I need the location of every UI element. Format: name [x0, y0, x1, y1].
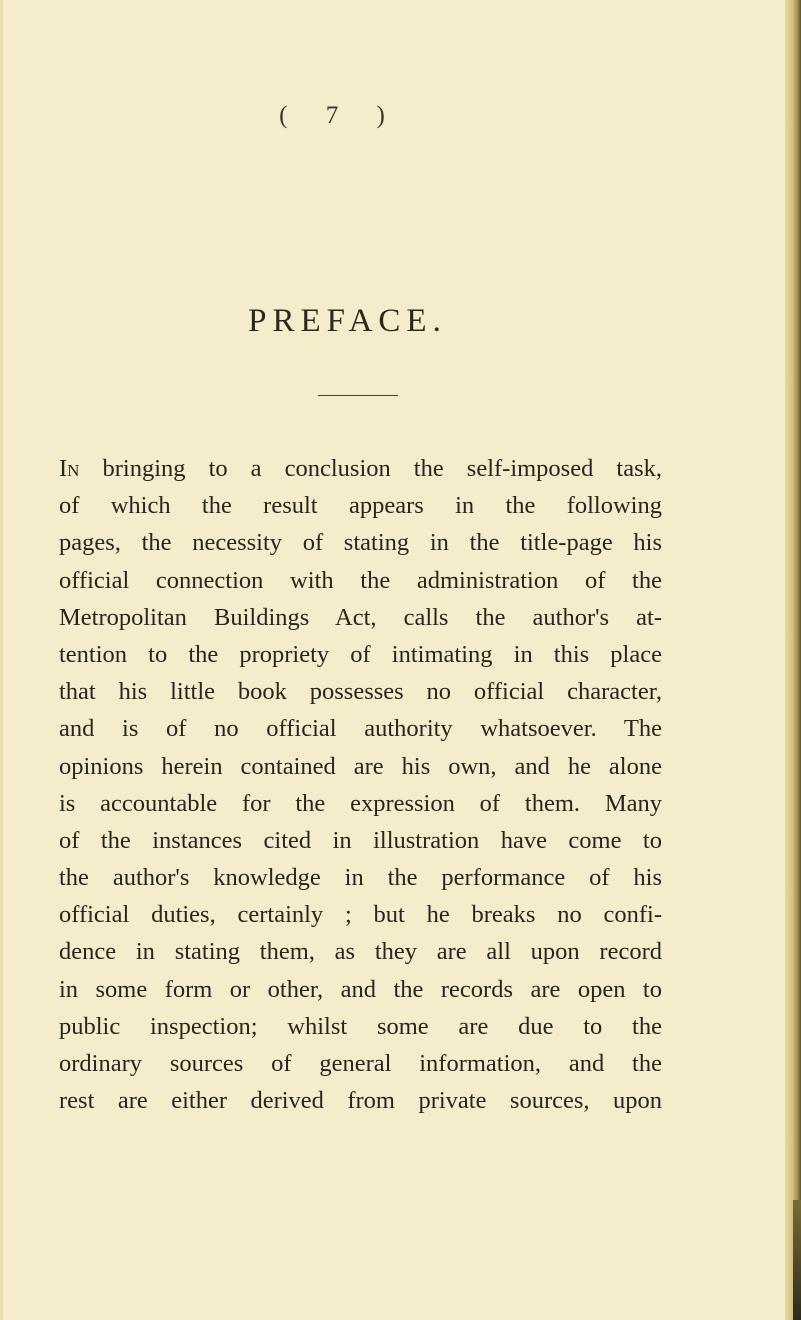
text-line-8: and is of no official authority whatsoever. The [59, 715, 662, 743]
page-title: PREFACE. [248, 303, 447, 339]
binding-edge [785, 0, 801, 1320]
text-line-10: is accountable for the expression of them. Many [59, 789, 662, 817]
text-line-7: that his little book possesses no official character, [59, 678, 662, 706]
title-rule [318, 395, 398, 396]
text-line-13: official duties, certainly ; but he breaks no confi- [59, 901, 662, 929]
text-line-1 [59, 450, 662, 487]
text-line-3: pages, the necessity of stating in the title-page his [59, 529, 662, 557]
lead-word: In [59, 455, 80, 482]
text-line-16: public inspection; whilst some are due to the [59, 1012, 662, 1040]
text-line-12: the author's knowledge in the performance of his [59, 864, 662, 892]
text-line-15: in some form or other, and the records are open to [59, 975, 662, 1003]
text-line-4: official connection with the administration of the [59, 566, 662, 594]
text-line-5: Metropolitan Buildings Act, calls the author's at- [59, 603, 662, 631]
text-line-1-rest: bringing to a conclusion the self-imposed task, [79, 455, 662, 482]
binding-shadow [793, 1200, 801, 1320]
text-line-9: opinions herein contained are his own, and he alone [59, 752, 662, 780]
text-line-6: tention to the propriety of intimating in this place [59, 640, 662, 668]
text-line-18: rest are either derived from private sources, upon [59, 1087, 662, 1115]
preface-body [59, 450, 662, 1119]
text-line-14: dence in stating them, as they are all upon record [59, 938, 662, 966]
page-number: ( 7 ) [279, 102, 401, 129]
text-line-2: of which the result appears in the following [59, 492, 662, 520]
text-line-17: ordinary sources of general information, and the [59, 1050, 662, 1077]
text-line-11: of the instances cited in illustration have come to [59, 826, 662, 854]
page-left-edge [0, 0, 3, 1320]
